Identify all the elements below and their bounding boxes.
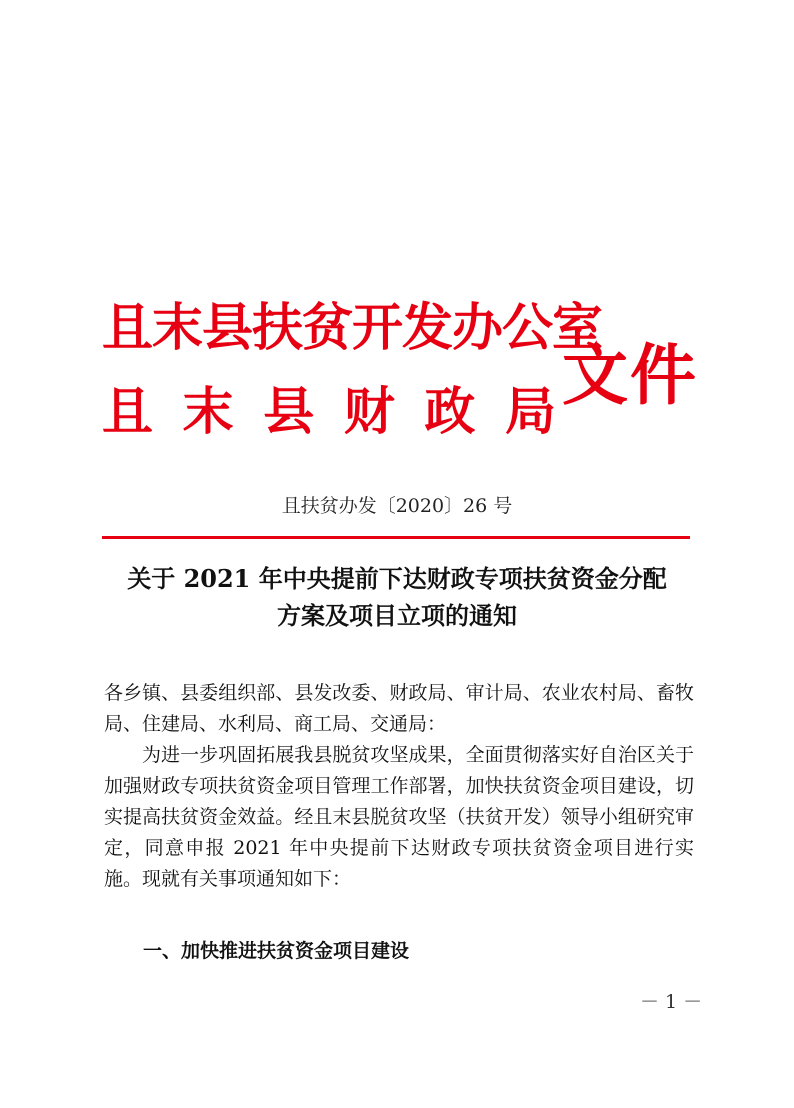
issuer-char: 财 bbox=[343, 383, 395, 442]
issuer-char: 且 bbox=[102, 383, 154, 442]
section-heading: 一、加快推进扶贫资金项目建设 bbox=[143, 940, 410, 962]
issuer-char: 县 bbox=[263, 383, 315, 442]
issuer-char: 末 bbox=[182, 383, 234, 442]
document-body bbox=[104, 678, 694, 895]
issuer-line-2 bbox=[102, 370, 556, 444]
document-title bbox=[60, 560, 734, 634]
recipients-paragraph: 各乡镇、县委组织部、县发改委、财政局、审计局、农业农村局、畜牧局、住建局、水利局、商工局、交通局： bbox=[104, 682, 694, 735]
page-number: － 1 － bbox=[640, 991, 703, 1013]
doc-type-label: 文件 bbox=[562, 337, 698, 414]
issuer-line-1: 且末县扶贫开发办公室 bbox=[102, 299, 603, 358]
document-number: 且扶贫办发〔2020〕26 号 bbox=[281, 495, 513, 517]
title-line-2: 方案及项目立项的通知 bbox=[277, 601, 517, 630]
red-separator-rule bbox=[102, 536, 690, 539]
issuer-char: 局 bbox=[504, 383, 556, 442]
title-line-1: 关于 2021 年中央提前下达财政专项扶贫资金分配 bbox=[127, 564, 667, 593]
body-paragraph: 为进一步巩固拓展我县脱贫攻坚成果，全面贯彻落实好自治区关于加强财政专项扶贫资金项目管理工作部署，加快扶贫资金项目建设，切实提高扶贫资金效益。经且末县脱贫攻坚（扶贫开发）领导小组研究审定，同意申报 2021 年中央提前下达财政专项扶贫资金项目进行实施。现就有关事项通知如下： bbox=[104, 744, 694, 890]
issuer-char: 政 bbox=[424, 383, 476, 442]
